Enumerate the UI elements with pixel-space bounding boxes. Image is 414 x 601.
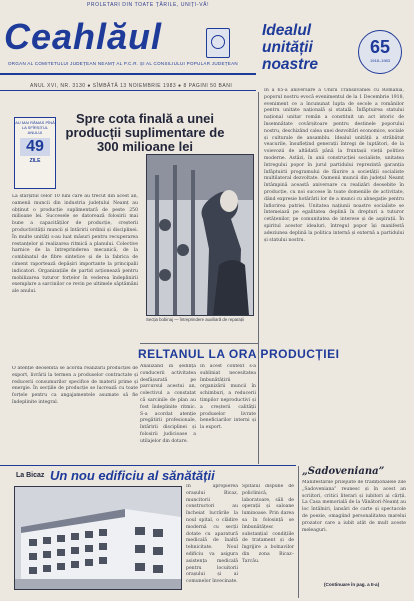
section-rule <box>140 343 258 344</box>
lead-article-text: La sfârșitul celor 10 luni care au trecut din acest an, oamenii muncii din industria județului Neamț au obținut o producție suplimentară de peste 250 milioane lei. Succesele se datorează folosirii mai bune a capacităților de producție, creșterii productivității muncii și întăririi ordinii și disciplinei. În multe unități s-au luat măsuri pentru recuperarea restanțelor și realizarea ritmică a planului. Colective harnice de la întreprinderea mecanică, de la combinatul de fibre sintetice și de la fabrica de ciment raportează depășiri importante la principalii indicatori. Organizațiile de partid acționează pentru mobilizarea tuturor forțelor în vederea îndeplinirii exemplare a sarcinilor ce revin pe ultimele săptămâni ale anului. <box>12 194 138 295</box>
days-counter-box <box>14 117 56 189</box>
section2-text-col2: În acest context s-a subliniat necesitatea îmbunătățirii organizării muncii în schimburi, a reducerii timpilor neproductivi și a creșterii calității produselor livrate beneficiarilor interni și la export. <box>200 364 256 431</box>
anniversary-number: 65 <box>369 37 391 57</box>
bicaz-text-col2: Spitalul dispune de policlinică, laboratoare, săli de operații și saloane luminoase. Prin darea sa în folosință se îmbunătățesc substanțial condițiile de tratament și de îngrijire a bolnavilor din zona Bicaz–Tarcău. <box>242 484 294 564</box>
lead-photo-caption: Secția bobinaj — întreprindere auxiliară de reparații <box>146 317 244 322</box>
emblem-icon <box>206 28 230 58</box>
bicaz-text-col1: În apropierea orașului Bicaz, muncitorii constructori au încheiat lucrările la noul spital, o clădire modernă cu secții dotate cu aparatură medicală de înaltă tehnicitate. Noul edificiu va asigura asistența medicală pentru locuitorii orașului și ai comunelor învecinate. <box>186 484 238 585</box>
days-counter-number: 49 <box>20 138 50 156</box>
masthead-subtitle: ORGAN AL COMITETULUI JUDEȚEAN NEAMȚ AL P.C.R. ȘI AL CONSILIULUI POPULAR JUDEȚEAN <box>8 61 238 66</box>
lead-article-text-2: O atenție deosebită se acordă realizării producției de export, livrării la termen a produselor contractate și reducerii consumurilor specifice de materii prime și energie. În secțiile de producție se lucrează cu toate forțele pentru ca angajamentele asumate să fie îndeplinite integral. <box>12 366 138 405</box>
lead-photo-illustration <box>147 155 253 315</box>
anniversary-article-text: În a 65-a aniversare a Unirii Transilvaniei cu România, poporul nostru evocă evenimentul de la 1 Decembrie 1918, eveniment ce a încununat lupta de secole a românilor pentru unitate națională și statală. Înfăptuirea statului național unitar român a constituit un act istoric de însemnătate covârșitoare pentru destinele poporului nostru, deschizând calea unei dezvoltări economice, sociale și culturale de ansamblu. Idealul unității a străbătut veacurile, însuflețind generații întregi de luptători, de la voievozii de altădată până la fruntașii vieții politice moderne. Astăzi, în anii construcției socialiste, unitatea întregului popor în jurul partidului reprezintă garanția înfăptuirii programului de făurire a societății socialiste multilateral dezvoltate. Oamenii muncii din județul Neamț întâmpină această aniversare cu realizări deosebite în producție, cu noi succese în toate domeniile de activitate, dând expresie hotărârii lor de a munci cu abnegație pentru înflorirea patriei. Unitatea națiunii noastre socialiste se întemeiază pe egalitatea deplină în drepturi a tuturor cetățenilor, pe comunitatea de interese și de aspirații. În spiritul acestor idealuri, întregul popor își manifestă adeziunea deplină la politica internă și externă a partidului și statului nostru. <box>264 88 404 243</box>
sadoveniana-headline: „Sadoveniana” <box>302 466 385 477</box>
sadoveniana-text: Manifestările prilejuite de tradiționalele zile „Sadoveniana” reunesc și în acest an scriitori, critici literari și iubitori ai cărții. La Casa memorială de la Vânători-Neamț au loc întâlniri, lansări de carte și spectacole de poezie, omagiind personalitatea marelui prozator care a iubit atât de mult aceste meleaguri. <box>302 480 406 533</box>
sado-rule <box>298 466 299 598</box>
section2-headline: RELTANUL LA ORA PRODUCȚIEI <box>138 347 340 361</box>
lead-photo <box>146 154 254 316</box>
bicaz-headline: Un nou edificiu al sănătății <box>50 468 215 483</box>
section2-text-col1: Analizând în ședința conducerii activitatea desfășurată pe parcursul acestui an, colectivul a constatat că sarcinile de plan au fost îndeplinite ritmic. S-a acordat atenție pregătirii profesionale, întăririi disciplinei și folosirii judicioase a utilajelor din dotare. <box>140 364 196 444</box>
anniversary-badge <box>358 30 402 74</box>
bicaz-kicker: La Bicaz <box>16 472 45 479</box>
anniversary-years: 1918–1983 <box>369 58 391 63</box>
dateline: ANUL XVI, NR. 3130 ● SÎMBĂTĂ 13 NOIEMBRIE 1983 ● 8 PAGINI 50 BANI <box>30 83 233 89</box>
continued-note: (Continuare în pag. a II-a) <box>324 582 380 587</box>
newspaper-title: Ceahlăul <box>4 16 163 57</box>
hospital-photo <box>14 486 182 590</box>
anniversary-headline: Idealul unității noastre <box>262 22 318 73</box>
masthead-rule <box>0 73 256 75</box>
lead-headline: Spre cota finală a unei producții suplimentare de 300 milioane lei <box>65 111 225 154</box>
days-counter-unit: ZILE <box>29 158 41 164</box>
days-counter-label: AU MAI RĂMAS PÎNĂ LA SFÎRȘITUL ANULUI <box>15 120 55 135</box>
anniversary-block <box>262 22 402 84</box>
masthead-slogan: PROLETARI DIN TOATE ȚĂRILE, UNIȚI-VĂ! <box>86 2 210 8</box>
column-rule <box>258 92 259 464</box>
dateline-rule <box>0 90 256 91</box>
hospital-photo-illustration <box>15 487 181 589</box>
